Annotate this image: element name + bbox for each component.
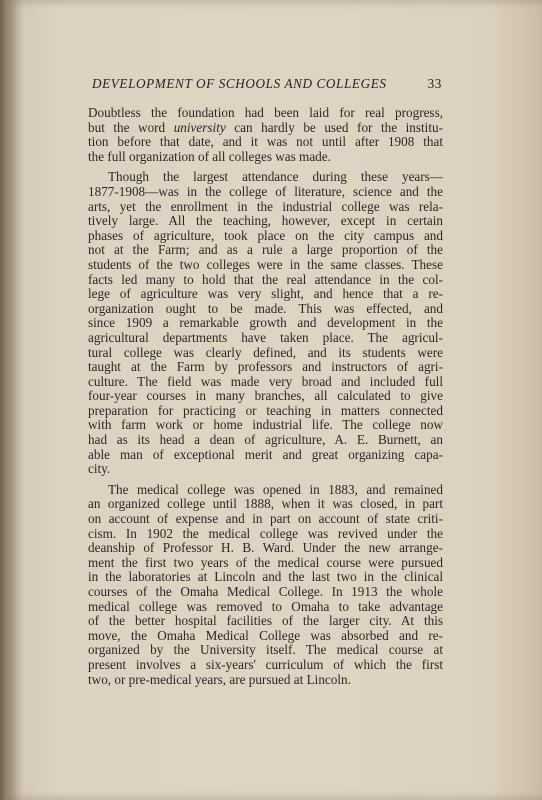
text-line: organized by the University itself. The medical course at — [88, 642, 443, 658]
text-line: four-year courses in many branches, all calculated to give — [88, 388, 443, 404]
text-line: the full organization of all colleges was made. — [88, 148, 331, 164]
text-line: students of the two colleges were in the same classes. These — [88, 256, 443, 272]
text-line: arts, yet the enrollment in the industrial college was rela- — [88, 198, 443, 214]
text-line: an organized college until 1888, when it was closed, in part — [88, 496, 443, 512]
text-line: city. — [88, 461, 111, 477]
paragraph — [88, 483, 443, 687]
text-line: with farm work or home industrial life. The college now — [88, 417, 443, 433]
text-line: Doubtless the foundation had been laid for real progress, — [88, 105, 443, 120]
text-line: tion before that date, and it was not until after 1908 that — [88, 134, 443, 150]
text-line: 1877-1908—was in the college of literature, science and the — [88, 183, 443, 199]
text-line: agricultural departments have taken place. The agricul- — [88, 329, 443, 345]
text-line: culture. The field was made very broad and included full — [88, 373, 443, 389]
text-line: two, or pre-medical years, are pursued at Lincoln. — [88, 671, 351, 687]
text-line: able man of exceptional merit and great organizing capa- — [88, 446, 443, 462]
text-line: ment the first two years of the medical course were pursued — [88, 554, 443, 570]
paragraph — [88, 106, 443, 164]
book-spine — [0, 0, 8, 800]
text-line: in the laboratories at Lincoln and the last two in the clinical — [88, 569, 443, 585]
text-line: Though the largest attendance during these years— — [108, 169, 443, 185]
paragraph — [88, 170, 443, 476]
text-line: lege of agriculture was very slight, and hence that a re- — [88, 286, 443, 302]
text-line: had as its head a dean of agriculture, A. E. Burnett, an — [88, 432, 443, 448]
text-line: facts led many to hold that the real attendance in the col- — [88, 271, 443, 287]
text-line: phases of agriculture, took place on the city campus and — [88, 227, 443, 243]
text-line: tively large. All the teaching, however, except in certain — [88, 213, 443, 229]
text-line: taught at the Farm by professors and instructors of agri- — [88, 359, 443, 375]
running-title: DEVELOPMENT OF SCHOOLS AND COLLEGES — [92, 76, 387, 91]
text-line: The medical college was opened in 1883, and remained — [108, 481, 443, 497]
text-line: move, the Omaha Medical College was absorbed and re- — [88, 627, 443, 643]
text-line: deanship of Professor H. B. Ward. Under the new arrange- — [88, 540, 443, 556]
text-line: tural college was clearly defined, and its students were — [88, 344, 443, 360]
page-body — [88, 106, 443, 687]
text-line: on account of expense and in part on account of state criti- — [88, 511, 443, 527]
text-line: cism. In 1902 the medical college was revived under the — [88, 525, 443, 541]
text-line: present involves a six-years' curriculum of which the first — [88, 656, 443, 672]
text-line: but the word university can hardly be used for the institu- — [88, 119, 443, 135]
running-header — [92, 76, 442, 92]
text-line: courses of the Omaha Medical College. In 1913 the whole — [88, 584, 443, 599]
text-line: preparation for practicing or teaching in matters connected — [88, 402, 443, 418]
text-line: since 1909 a remarkable growth and development in the — [88, 315, 443, 331]
page-number: 33 — [427, 76, 442, 91]
text-line: medical college was removed to Omaha to take advantage — [88, 598, 443, 614]
text-line: not at the Farm; and as a rule a large proportion of the — [88, 242, 443, 258]
text-line: organization ought to be made. This was effected, and — [88, 300, 443, 316]
text-line: of the better hospital facilities of the larger city. At this — [88, 613, 443, 629]
